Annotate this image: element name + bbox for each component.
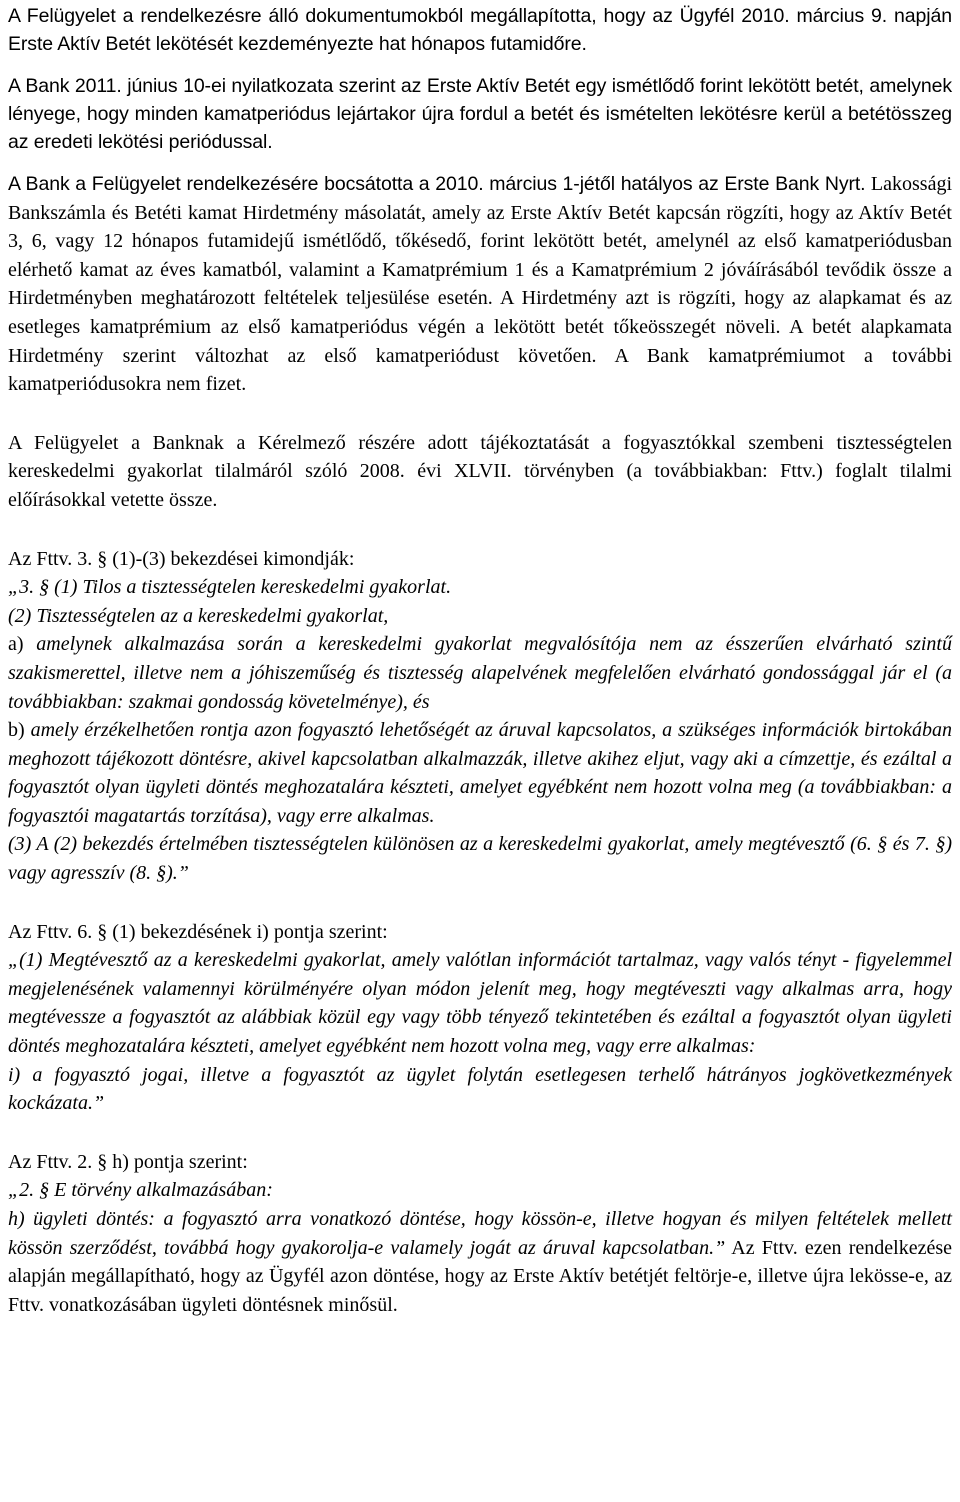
quote-line bbox=[8, 602, 952, 631]
quote-text: amely érzékelhetően rontja azon fogyasztó lehetőségét az áruval kapcsolatos, a szükséges információk birtokában meghozott tájékozott döntésre, akivel kapcsolatban alkalmazzák, illetve akihez eljut, vagy aki a címzettje, és ezáltal a fogyasztót olyan ügyleti döntés meghozatalára készteti, amelyet egyébként nem hozott volna meg (a továbbiakban: a fogyasztói magatartás torzítása), vagy erre alkalmas. bbox=[8, 719, 952, 827]
quote-line bbox=[8, 573, 952, 602]
quote-text: „2. § E törvény alkalmazásában: bbox=[8, 1179, 273, 1202]
section-fttv-6 bbox=[8, 918, 952, 1118]
paragraph-fttv-comparison: A Felügyelet a Banknak a Kérelmező részére adott tájékoztatását a fogyasztókkal szembeni tisztességtelen kereskedelmi gyakorlat tilalmáról szóló 2008. évi XLVII. törvényben (a továbbiakban: Fttv.) foglalt tilalmi előírásokkal vetette össze. bbox=[8, 431, 952, 511]
quote-line bbox=[8, 1176, 952, 1205]
hirdetmeny-lead: A Bank a Felügyelet rendelkezésére bocsátotta a 2010. március 1-jétől hatályos az Erste Bank Nyrt. bbox=[8, 173, 866, 195]
quote-line bbox=[8, 830, 952, 887]
section-fttv-2 bbox=[8, 1148, 952, 1320]
quote-text: amelynek alkalmazása során a kereskedelmi gyakorlat megvalósítója nem az ésszerűen elvárható szintű szakismerettel, illetve nem a jóhiszeműség és tisztesség alapelvének megfelelően elvárható gondossággal jár el (a továbbiakban: szakmai gondosság követelménye), és bbox=[8, 633, 952, 713]
quote-text: „3. § (1) Tilos a tisztességtelen kereskedelmi gyakorlat. bbox=[8, 576, 452, 599]
hirdetmeny-body: Lakossági Bankszámla és Betéti kamat Hirdetmény másolatát, amely az Erste Aktív Betét kapcsán rögzíti, hogy az Aktív Betét 3, 6, vagy 12 hónapos futamidejű ismétlődő, tőkésedő, forint lekötött betét, amelynél az első kamatperiódusban elérhető kamat az éves kamatból, valamint a Kamatprémium 1 és a Kamatprémium 2 jóváírásából tevődik össze a Hirdetményben meghatározott feltételek teljesülése esetén. A Hirdetmény azt is rögzíti, hogy az alapkamat és az esetleges kamatprémium az első kamatperiódus végén a lekötött betét tőkeösszegét növeli. A betét alapkamata Hirdetmény szerint változhat az első kamatperiódust követően. A Bank kamatprémiumot a további kamatperiódusokra nem fizet. bbox=[8, 173, 953, 396]
point-label: b) bbox=[8, 719, 31, 742]
conclusion-text: Az Fttv. ezen rendelkezése alapján megállapítható, hogy az Ügyfél azon döntése, hogy az Erste Aktív betétjét feltörje-e, illetve újra lekösse-e, az Fttv. vonatkozásában ügyleti döntésnek minősül. bbox=[8, 1236, 953, 1316]
section-intro: Az Fttv. 6. § (1) bekezdésének i) pontja szerint: bbox=[8, 920, 388, 943]
quote-text: „(1) Megtévesztő az a kereskedelmi gyakorlat, amely valótlan információt tartalmaz, vagy valós tényt - figyelemmel megjelenésének valamennyi körülményére olyan módon jelenít meg, hogy megtéveszti vagy alkalmas arra, hogy megtévessze a fogyasztót az alábbiak közül egy vagy több tényező tekintetében és ezáltal a fogyasztót olyan ügyleti döntés meghozatalára készteti, amelyet egyébként nem hozott volna meg, vagy erre alkalmas: bbox=[8, 949, 952, 1058]
quote-paragraph bbox=[8, 946, 952, 1060]
quote-paragraph bbox=[8, 1061, 952, 1118]
section-intro: Az Fttv. 3. § (1)-(3) bekezdései kimondják: bbox=[8, 547, 355, 570]
quote-point-a bbox=[8, 630, 952, 716]
paragraph-bank-statement: A Bank 2011. június 10-ei nyilatkozata szerint az Erste Aktív Betét egy ismétlődő forint lekötött betét, amelynek lényege, hogy minden kamatperiódus lejártakor újra fordul a betét és ismételten lekötésre kerül a betétösszeg az eredeti lekötési periódussal. bbox=[8, 75, 952, 153]
paragraph-deposit-start: A Felügyelet a rendelkezésre álló dokumentumokból megállapította, hogy az Ügyfél 2010. március 9. napján Erste Aktív Betét lekötését kezdeményezte hat hónapos futamidőre. bbox=[8, 5, 952, 55]
section-intro: Az Fttv. 2. § h) pontja szerint: bbox=[8, 1150, 248, 1173]
quote-text: i) a fogyasztó jogai, illetve a fogyasztót az ügylet folytán esetlegesen terhelő hátrányos jogkövetkezmények kockázata.” bbox=[8, 1063, 952, 1115]
quote-text: (2) Tisztességtelen az a kereskedelmi gyakorlat, bbox=[8, 604, 389, 627]
section-fttv-3 bbox=[8, 545, 952, 888]
quote-text: h) ügyleti döntés: a fogyasztó arra vonatkozó döntése, hogy kössön-e, illetve hogyan és milyen feltételek mellett kössön szerződést, továbbá hogy gyakorolja-e valamely jogát az áruval kapcsolatban.” bbox=[8, 1208, 952, 1259]
quote-point-b bbox=[8, 716, 952, 830]
quote-text: (3) A (2) bekezdés értelmében tisztességtelen különösen az a kereskedelmi gyakorlat, amely megtévesztő (6. § és 7. §) vagy agresszív (8. §).” bbox=[8, 833, 952, 885]
paragraph-hirdetmeny bbox=[8, 170, 952, 399]
point-label: a) bbox=[8, 633, 37, 656]
quote-paragraph-with-conclusion bbox=[8, 1205, 952, 1319]
